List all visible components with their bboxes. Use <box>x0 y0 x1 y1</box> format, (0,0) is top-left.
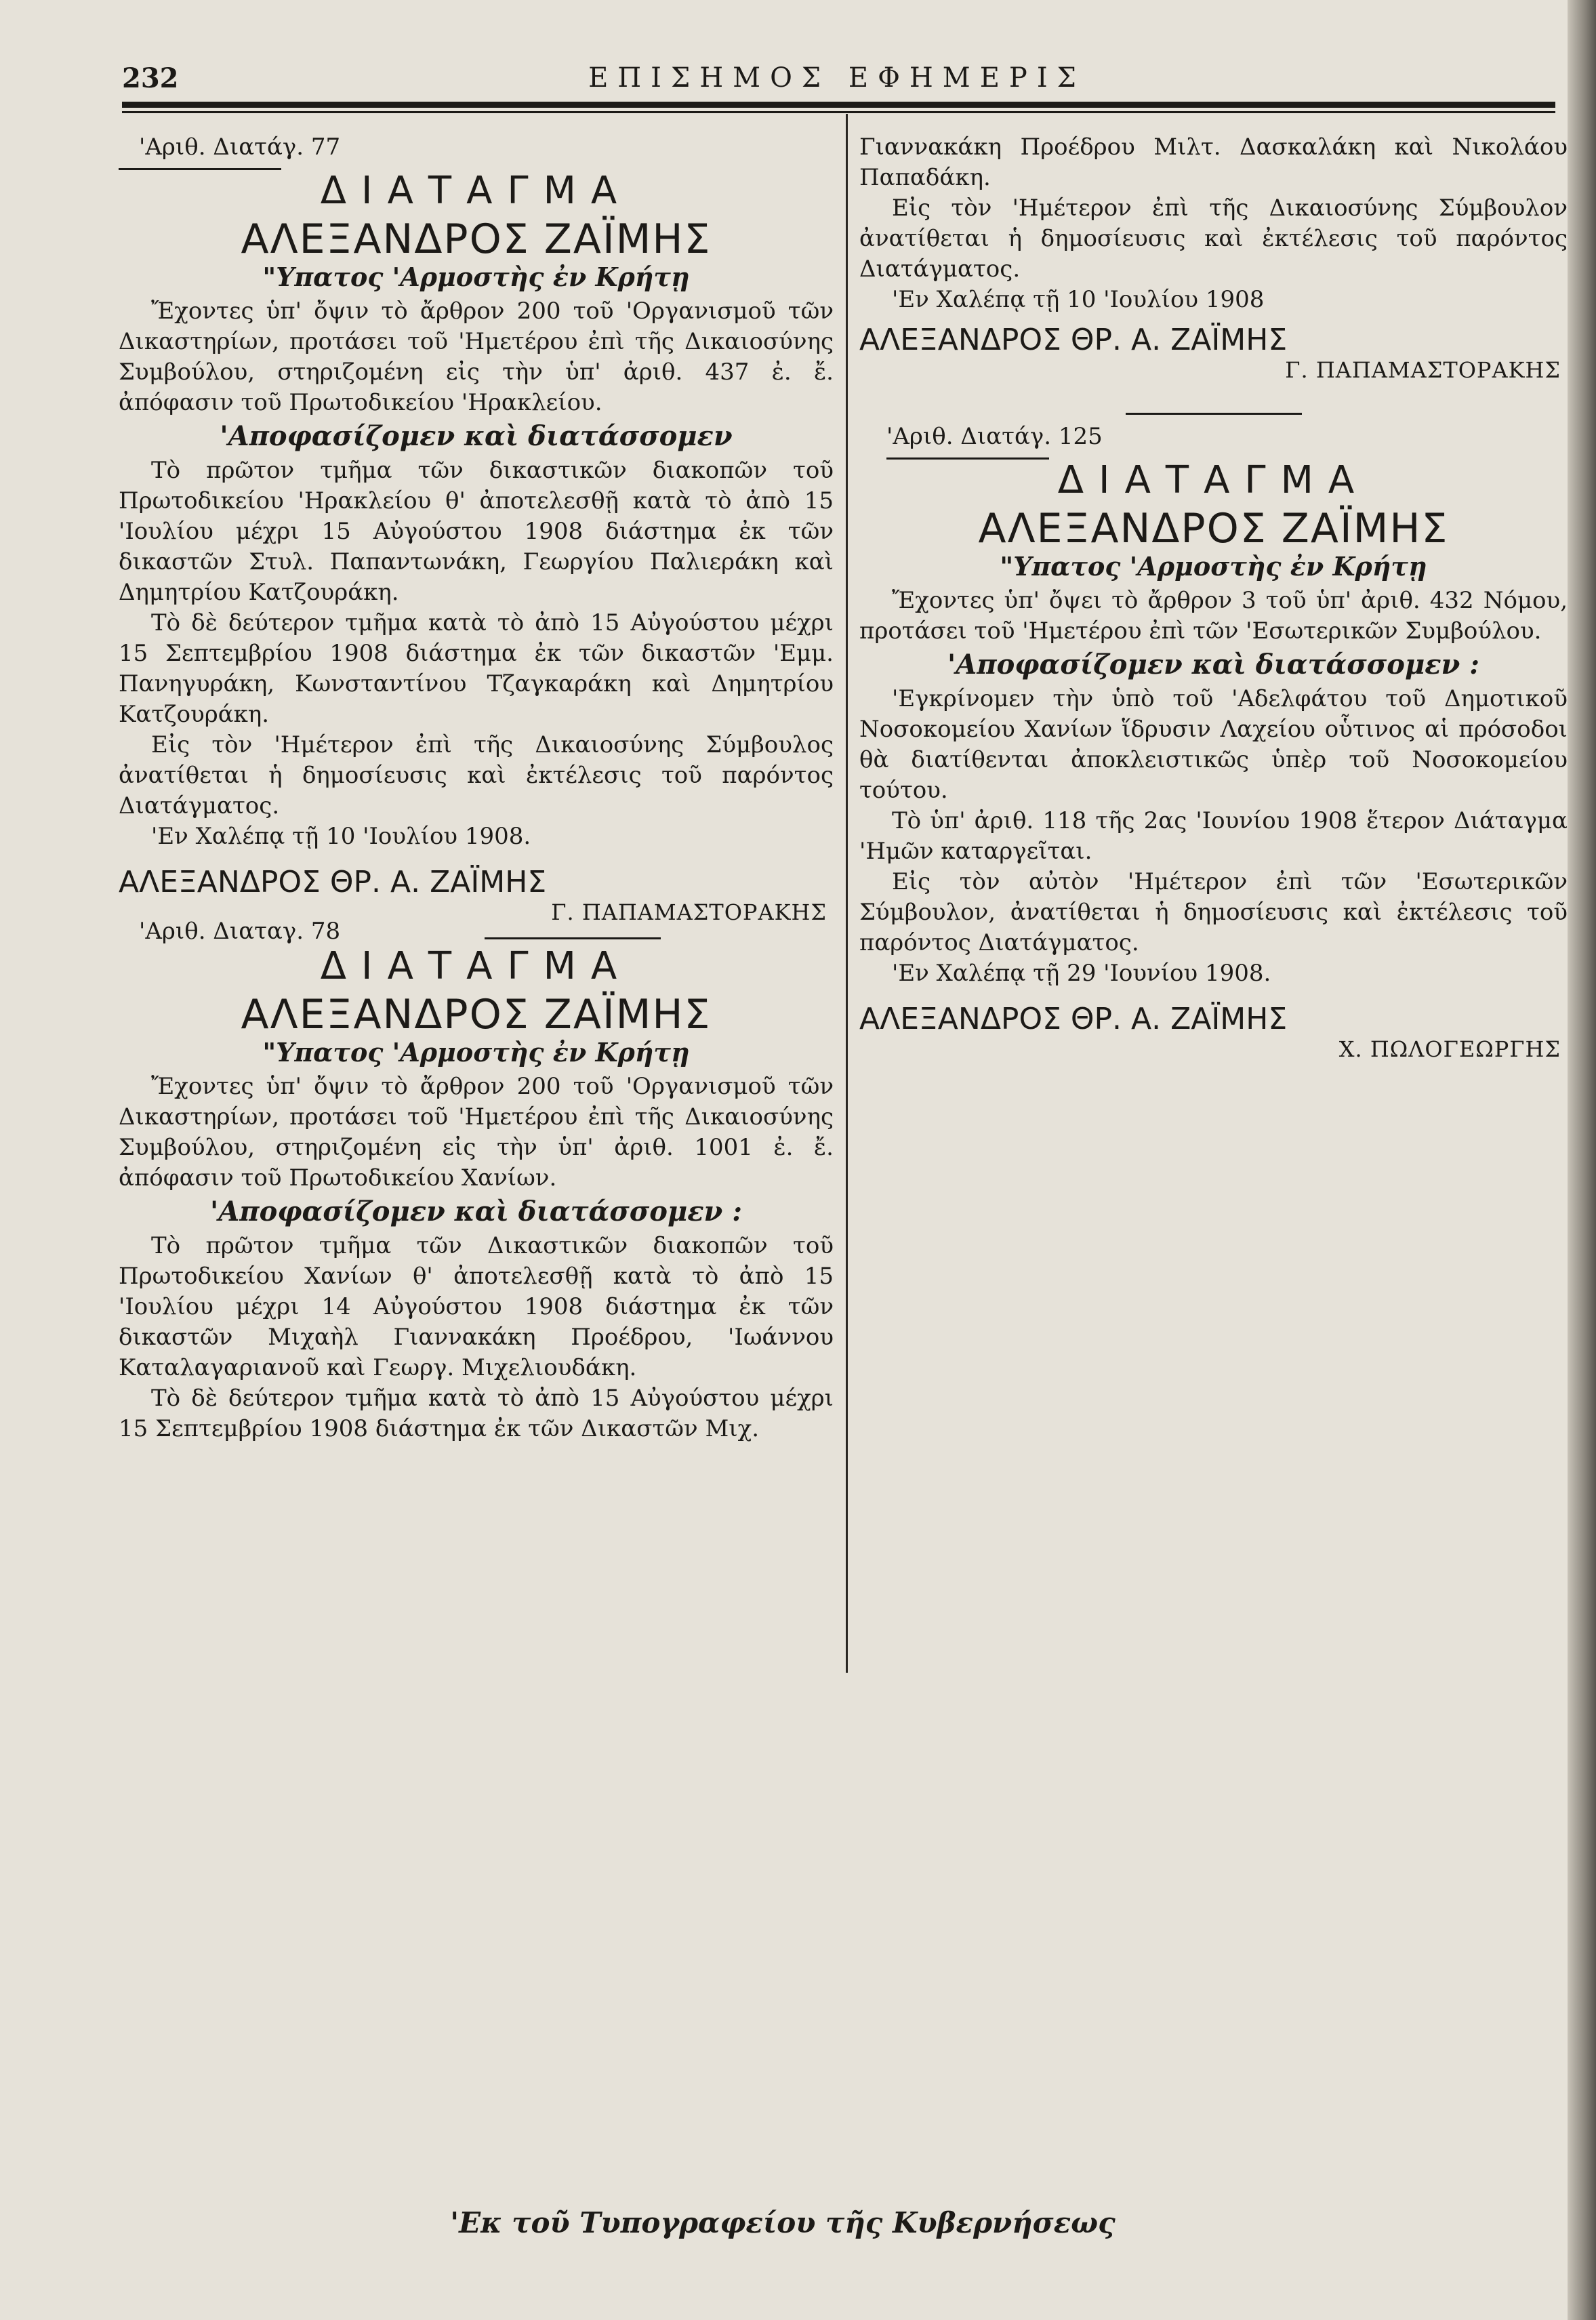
issuer-role: "Υπατος 'Αρμοστὴς ἐν Κρήτῃ <box>262 262 690 292</box>
issuer-role: "Υπατος 'Αρμοστὴς ἐν Κρήτῃ <box>1000 551 1427 582</box>
paragraph: Εἰς τὸν 'Ημέτερον ἐπὶ τῆς Δικαιοσύνης Σύμβουλον ἀνατίθεται ἡ δημοσίευσις καὶ ἐκτέλεσις τοῦ παρόντος Διατάγματος. <box>859 195 1568 283</box>
issuer-name: ΑΛΕΞΑΝΔΡΟΣ ΖΑΪΜΗΣ <box>241 216 712 263</box>
signature: ΑΛΕΞΑΝΔΡΟΣ ΘΡ. Α. ΖΑΪΜΗΣ <box>859 323 1288 357</box>
preamble: Ἔχοντες ὑπ' ὄψιν τὸ ἄρθρον 200 τοῦ 'Οργανισμοῦ τῶν Δικαστηρίων, προτάσει τοῦ 'Ημετέρου ἐπὶ τῆς Δικαιοσύνης Συμβούλου, στηριζομένη εἰς τὴν ὑπ' ἀριθ. 1001 ἐ. ἔ. ἀπόφασιν τοῦ Πρωτοδικείου Χανίων. <box>119 1073 834 1192</box>
masthead-title: ΕΠΙΣΗΜΟΣ ΕΦΗΜΕΡΙΣ <box>588 62 1086 94</box>
signature: ΑΛΕΞΑΝΔΡΟΣ ΘΡ. Α. ΖΑΪΜΗΣ <box>119 865 547 899</box>
paragraph-continued: Γιαννακάκη Προέδρου Μιλτ. Δασκαλάκη καὶ Νικολάου Παπαδάκη. <box>859 134 1568 191</box>
decree-number: 'Αριθ. Διαταγ. 78 <box>139 918 341 945</box>
divider <box>119 168 281 170</box>
place-date: 'Εν Χαλέπᾳ τῇ 10 'Ιουλίου 1908. <box>151 823 531 850</box>
paragraph: Εἰς τὸν αὐτὸν 'Ημέτερον ἐπὶ τῶν 'Εσωτερικῶν Σύμβουλον, ἀνατίθεται ἡ δημοσίευσις καὶ ἐκτέλεσις τοῦ παρόντος Διατάγματος. <box>859 868 1568 956</box>
decree-125 <box>859 413 1568 1065</box>
printer-imprint: 'Εκ τοῦ Τυπογραφείου τῆς Κυβερνήσεως <box>450 2206 1116 2239</box>
countersignature: Γ. ΠΑΠΑΜΑΣΤΟΡΑΚΗΣ <box>1285 357 1561 383</box>
preamble: Ἔχοντες ὑπ' ὄψει τὸ ἄρθρον 3 τοῦ ὑπ' ἀριθ. 432 Νόμου, προτάσει τοῦ 'Ημετέρου ἐπὶ τῶν 'Εσωτερικῶν Συμβούλου. <box>859 587 1568 645</box>
column-divider <box>846 114 848 1673</box>
issuer-name: ΑΛΕΞΑΝΔΡΟΣ ΖΑΪΜΗΣ <box>978 505 1449 552</box>
signature: ΑΛΕΞΑΝΔΡΟΣ ΘΡ. Α. ΖΑΪΜΗΣ <box>859 1002 1288 1036</box>
paragraph: Τὸ ὑπ' ἀριθ. 118 τῆς 2ας 'Ιουνίου 1908 ἕτερον Διάταγμα 'Ημῶν καταργεῖται. <box>859 807 1568 865</box>
issuer-role: "Υπατος 'Αρμοστὴς ἐν Κρήτῃ <box>262 1037 690 1067</box>
countersignature: Χ. ΠΩΛΟΓΕΩΡΓΗΣ <box>1338 1036 1561 1062</box>
header-rule-thin <box>122 111 1555 113</box>
page-header <box>122 60 1552 100</box>
decree-78-continued <box>859 132 1568 386</box>
divider <box>1126 413 1302 415</box>
page-number: 232 <box>122 62 179 94</box>
resolution-formula: 'Αποφασίζομεν καὶ διατάσσομεν : <box>947 649 1479 680</box>
place-date: 'Εν Χαλέπᾳ τῇ 10 'Ιουλίου 1908 <box>892 286 1265 313</box>
decree-77 <box>119 132 834 928</box>
book-spine-shadow <box>1568 0 1596 2320</box>
right-column <box>859 132 1568 1065</box>
decree-78 <box>119 918 834 1444</box>
countersignature: Γ. ΠΑΠΑΜΑΣΤΟΡΑΚΗΣ <box>551 899 827 925</box>
paragraph: Τὸ πρῶτον τμῆμα τῶν Δικαστικῶν διακοπῶν τοῦ Πρωτοδικείου Χανίων θ' ἀποτελεσθῇ κατὰ τὸ ἀπὸ 15 'Ιουλίου μέχρι 14 Αὐγούστου 1908 διάστημα ἐκ τῶν δικαστῶν Μιχαὴλ Γιαννακάκη Προέδρου, 'Ιωάννου Καταλαγαριανοῦ καὶ Γεωργ. Μιχελιουδάκη. <box>119 1232 834 1381</box>
paragraph: Τὸ δὲ δεύτερον τμῆμα κατὰ τὸ ἀπὸ 15 Αὐγούστου μέχρι 15 Σεπτεμβρίου 1908 διάστημα ἐκ τῶν Δικαστῶν Μιχ. <box>119 1385 834 1442</box>
paragraph: Εἰς τὸν 'Ημέτερον ἐπὶ τῆς Δικαιοσύνης Σύμβουλος ἀνατίθεται ἡ δημοσίευσις καὶ ἐκτέλεσις τοῦ παρόντος Διατάγματος. <box>119 731 834 819</box>
divider <box>886 457 1049 460</box>
header-rule-thick <box>122 102 1555 108</box>
decree-number: 'Αριθ. Διατάγ. 77 <box>139 134 341 161</box>
place-date: 'Εν Χαλέπᾳ τῇ 29 'Ιουνίου 1908. <box>892 960 1271 987</box>
paragraph: Τὸ πρῶτον τμῆμα τῶν δικαστικῶν διακοπῶν τοῦ Πρωτοδικείου 'Ηρακλείου θ' ἀποτελεσθῇ κατὰ τὸ ἀπὸ 15 'Ιουλίου μέχρι 15 Αὐγούστου 1908 διάστημα ἐκ τῶν δικαστῶν Στυλ. Παπαντωνάκη, Γεωργίου Παλιεράκη καὶ Δημητρίου Κατζουράκη. <box>119 457 834 606</box>
paragraph: Τὸ δὲ δεύτερον τμῆμα κατὰ τὸ ἀπὸ 15 Αὐγούστου μέχρι 15 Σεπτεμβρίου 1908 διάστημα ἐκ τῶν δικαστῶν 'Εμμ. Πανηγυράκη, Κωνσταντίνου Τζαγκαράκη καὶ Δημητρίου Κατζουράκη. <box>119 609 834 728</box>
paragraph: 'Εγκρίνομεν τὴν ὑπὸ τοῦ 'Αδελφάτου τοῦ Δημοτικοῦ Νοσοκομείου Χανίων ἵδρυσιν Λαχείου οὗτινος αἱ πρόσοδοι θὰ διατίθενται ἀποκλειστικῶς ὑπὲρ τοῦ Νοσοκομείου τούτου. <box>859 685 1568 804</box>
decree-heading: ΔΙΑΤΑΓΜΑ <box>320 944 632 988</box>
preamble: Ἔχοντες ὑπ' ὄψιν τὸ ἄρθρον 200 τοῦ 'Οργανισμοῦ τῶν Δικαστηρίων, προτάσει τοῦ 'Ημετέρου ἐπὶ τῆς Δικαιοσύνης Συμβούλου, στηριζομένη εἰς τὴν ὑπ' ἀριθ. 437 ἐ. ἔ. ἀπόφασιν τοῦ Πρωτοδικείου 'Ηρακλείου. <box>119 298 834 416</box>
decree-number: 'Αριθ. Διατάγ. 125 <box>886 423 1103 450</box>
issuer-name: ΑΛΕΞΑΝΔΡΟΣ ΖΑΪΜΗΣ <box>241 991 712 1038</box>
decree-heading: ΔΙΑΤΑΓΜΑ <box>1057 458 1370 502</box>
decree-heading: ΔΙΑΤΑΓΜΑ <box>320 169 632 213</box>
resolution-formula: 'Αποφασίζομεν καὶ διατάσσομεν : <box>210 1196 742 1227</box>
resolution-formula: 'Αποφασίζομεν καὶ διατάσσομεν <box>220 420 733 452</box>
left-column <box>119 132 834 1444</box>
